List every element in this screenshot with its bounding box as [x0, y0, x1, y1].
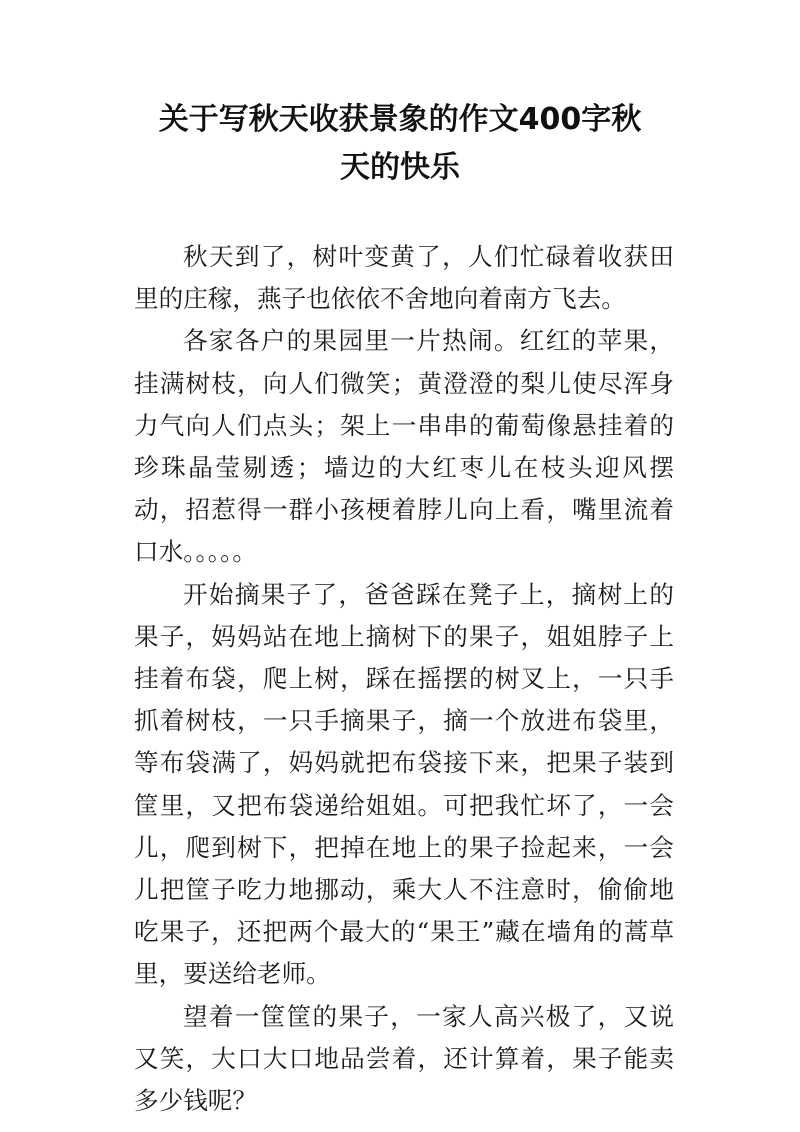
essay-body	[134, 236, 674, 1122]
title-line-2: 天的快乐	[340, 150, 460, 185]
document-title	[130, 96, 670, 192]
paragraph-3: 开始摘果子了，爸爸踩在凳子上，摘树上的果子，妈妈站在地上摘树下的果子，姐姐脖子上挂着布袋，爬上树，踩在摇摆的树叉上，一只手抓着树枝，一只手摘果子，摘一个放进布袋里，等布袋满了，妈妈就把布袋接下来，把果子装到筐里，又把布袋递给姐姐。可把我忙坏了，一会儿，爬到树下，把掉在地上的果子捡起来，一会儿把筐子吃力地挪动，乘大人不注意时，偷偷地吃果子，还把两个最大的“果王”藏在墙角的蒿草里，要送给老师。	[134, 579, 674, 989]
paragraph-4: 望着一筐筐的果子，一家人高兴极了，又说又笑，大口大口地品尝着，还计算着，果子能卖多少钱呢？	[134, 1001, 674, 1116]
paragraph-2: 各家各户的果园里一片热闹。红红的苹果，挂满树枝，向人们微笑；黄澄澄的梨儿使尽浑身力气向人们点头；架上一串串的葡萄像悬挂着的珍珠晶莹剔透；墙边的大红枣儿在枝头迎风摆动，招惹得一群小孩梗着脖儿向上看，嘴里流着口水。。。。。	[134, 326, 674, 567]
title-line-1: 关于写秋天收获景象的作文400字秋	[158, 102, 642, 137]
paragraph-1: 秋天到了，树叶变黄了，人们忙碌着收获田里的庄稼，燕子也依依不舍地向着南方飞去。	[134, 242, 674, 314]
